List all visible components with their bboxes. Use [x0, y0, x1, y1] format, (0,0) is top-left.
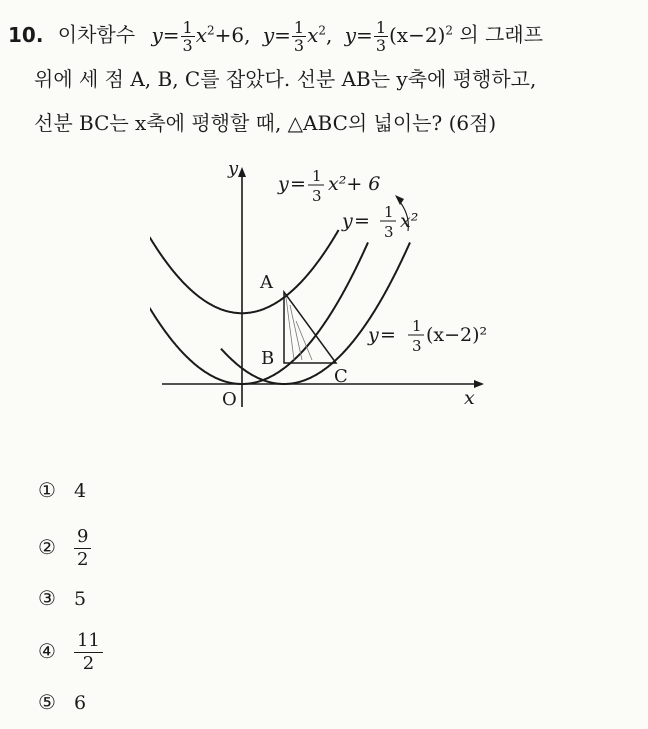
origin-label: O [222, 389, 237, 410]
choice-fraction: $\frac{9}{2}$ [74, 526, 91, 571]
formula-1: y= $\frac{1}{3}$ $x^2+6$, [151, 17, 251, 55]
svg-text:3: 3 [384, 223, 394, 241]
axis-label-x: x [464, 387, 475, 409]
choice-mark: ⑤ [38, 690, 56, 714]
svg-text:3: 3 [312, 187, 322, 205]
choice-mark: ① [38, 478, 56, 502]
choice-value: 5 [73, 588, 87, 610]
triangle-abc [284, 292, 336, 363]
leader-arrow-icon [395, 195, 404, 205]
svg-text:y: y [278, 173, 289, 195]
svg-text:y: y [342, 210, 353, 232]
choice-fraction: $\frac{11}{2}$ [74, 630, 103, 675]
graph-label-f2 [341, 203, 418, 241]
question-line-1 [8, 8, 638, 57]
question-suffix: 의 그래프 [459, 22, 544, 47]
choice-4[interactable] [38, 630, 103, 675]
question-block [8, 8, 638, 145]
curve-f1 [150, 230, 339, 313]
choice-mark: ③ [38, 586, 56, 610]
svg-text:1: 1 [312, 167, 322, 185]
y-axis-arrow-icon [238, 167, 246, 177]
point-a-label: A [260, 272, 273, 293]
graph-label-f1 [277, 167, 380, 205]
question-line-2: 위에 세 점 A, B, C를 잡았다. 선분 AB는 y축에 평행하고, [34, 66, 537, 91]
svg-text:(x−2)²: (x−2)² [426, 324, 488, 346]
x-axis-arrow-icon [474, 380, 484, 388]
formula-2: y= $\frac{1}{3}$ $x^2$, [262, 17, 333, 55]
svg-text:1: 1 [384, 203, 394, 221]
svg-text:=: = [290, 173, 306, 195]
choice-3[interactable] [38, 586, 86, 610]
svg-text:x²+ 6: x²+ 6 [328, 173, 381, 195]
svg-text:3: 3 [412, 337, 422, 355]
question-prefix: 이차함수 [57, 22, 136, 47]
choice-value: 4 [73, 480, 87, 502]
svg-text:1: 1 [412, 317, 422, 335]
point-b-label: B [261, 348, 275, 369]
svg-text:x²: x² [400, 210, 419, 232]
svg-text:y: y [368, 324, 379, 346]
choice-mark: ② [38, 534, 56, 559]
axis-label-y: y [228, 158, 239, 179]
formula-3: y= $\frac{1}{3}$ $(x-2)^2$ [344, 17, 454, 55]
svg-text:=: = [380, 324, 396, 346]
parabola-graph [150, 145, 510, 415]
point-c-label: C [334, 366, 348, 387]
choice-2[interactable] [38, 526, 91, 571]
question-line-3: 선분 BC는 x축에 평행할 때, △ABC의 넓이는? (6점) [34, 110, 497, 135]
question-number: 10. [8, 22, 44, 47]
choice-1[interactable] [38, 478, 86, 502]
choice-value: 6 [73, 692, 87, 714]
choice-mark: ④ [38, 638, 56, 663]
choice-5[interactable] [38, 690, 86, 714]
svg-text:=: = [354, 210, 370, 232]
graph-label-f3 [367, 317, 487, 355]
